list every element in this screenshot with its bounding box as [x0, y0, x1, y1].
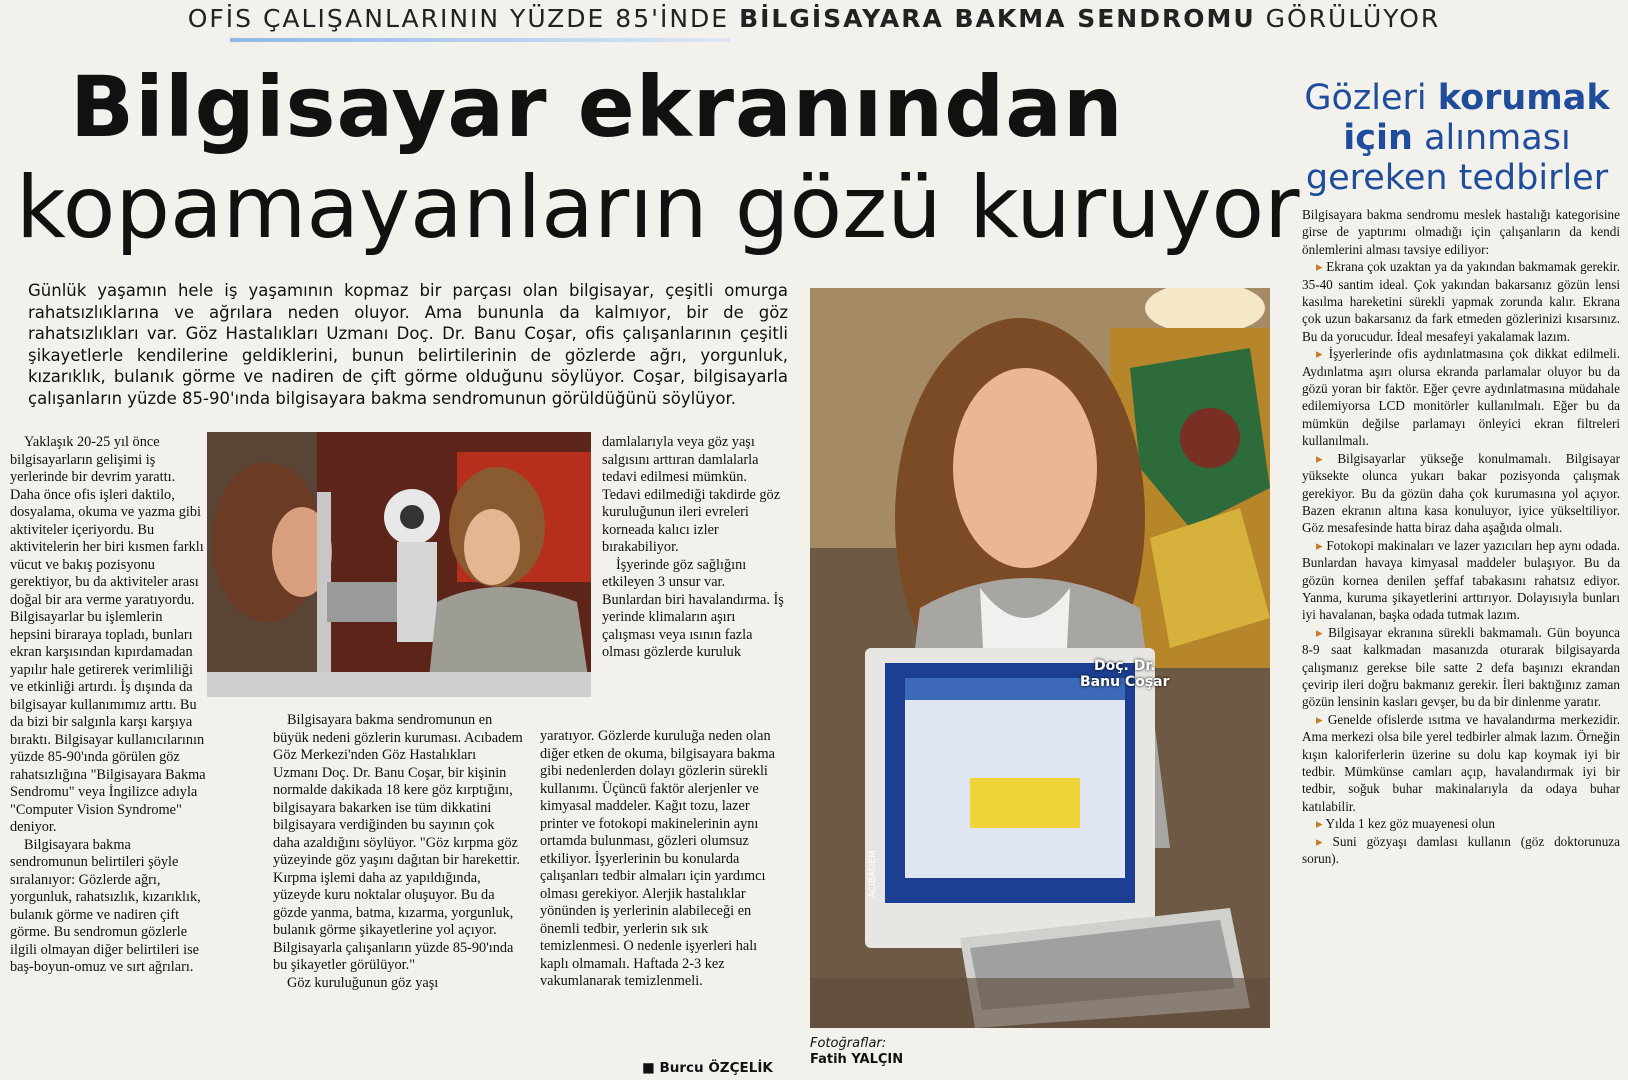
bullet-arrow-icon: ▸: [1316, 450, 1338, 466]
bullet-arrow-icon: ▸: [1316, 259, 1327, 275]
sidebar-intro: Bilgisayara bakma sendromu meslek hastalığı kategorisine girse de yaptırımı olmadığı için çalışanların da kendi önlemlerini alması tavsiye ediliyor:: [1302, 207, 1620, 257]
kicker-rule: [230, 38, 730, 42]
byline: ■ Burcu ÖZÇELİK: [642, 1060, 773, 1076]
sidebar-list-item-text: Genelde ofislerde ısıtma ve havalandırma merkezidir. Ama merkezi olsa bile yerel tedbirler almak lazım. Örneğin kışın kaloriferlerin üzerine su dolu kap koymak iyi bir tedbir. Mümkünse camları açıp, havalandırmak iyi bir tedbir, soğuk buhar makinalarıyla da odaya buhar katılabilir.: [1302, 711, 1621, 814]
sidebar-list-item: [1302, 624, 1620, 711]
kicker-bold: BİLGİSAYARA BAKMA SENDROMU: [739, 4, 1256, 33]
doctor-portrait-photo: [810, 288, 1270, 1028]
sidebar-list-item: [1302, 833, 1620, 868]
eye-exam-illustration: [207, 432, 591, 697]
body-paragraph: yaratıyor. Gözlerde kuruluğa neden olan diğer etken de okuma, bilgisayara bakma gibi nedenlerden dolayı gözlerin sürekli kullanımı. Üçüncü faktör alerjenler ve kimyasal maddeler. Kağıt tozu, lazer printer ve fotokopi makinelerinin aynı ortamda bulunması, gözleri olumsuz etkiliyor. İşyerlerinin bu konularda çalışanları tedbir almaları için yardımcı olması gerekiyor. Alerjik hastalıklar yönünden iş yerlerinin alabileceği en önemli tedbir, yerlerin sık sık temizlenmesi. O nedenle işyerleri halı kaplı olmamalı. Haftada 2-3 kez vakumlanarak temizlenmeli.: [540, 728, 776, 989]
sidebar-list-item-text: Bilgisayar ekranına sürekli bakmamalı. Gün boyunca 8-9 saat kalkmadan masanızda oturarak bilgisayarda çalışmanız gerekse bile satte 2 defa başınızı ekrandan çevirip ileri doğru bakmanız gerekir. İleri baktığınız zaman gözün lensinin kasları gevşer, bu da bir dinlenme yaratır.: [1302, 624, 1620, 710]
sidebar-list: [1302, 258, 1620, 867]
photo-caption: [1080, 658, 1170, 690]
sidebar-title-emphasis: için: [1343, 118, 1413, 158]
body-paragraph: Bilgisayara bakma sendromunun en büyük nedeni gözlerin kuruması. Acıbadem Göz Merkezi'nden Göz Hastalıkları Uzmanı Doç. Dr. Banu Coşar, bir kişinin normalde dakikada 18 kere göz kırptığını, bilgisayara bakarken ise tüm dikkatini bilgisayara verdiğinden bu sayının çok daha azaldığını söylüyor. "Göz kırpma göz yüzeyinde göz yaşını dağıtan bir harekettir. Kırpma işlemi daha az yapıldığında, yüzeyde kuru noktalar oluşuyor. Bu da gözde yanma, batma, kızarma, yorgunluk, bulanık görme şikayetlerine yol açıyor. Bilgisayarla çalışanların yüzde 85-90'ında bu şikayetler görülüyor.": [273, 712, 523, 973]
bullet-arrow-icon: ▸: [1316, 346, 1329, 362]
kicker-suffix: GÖRÜLÜYOR: [1265, 4, 1441, 33]
sidebar-body: [1302, 206, 1620, 867]
body-paragraph: İşyerinde göz sağlığını etkileyen 3 unsur var. Bunlardan biri havalandırma. İş yerinde klimaların aşırı çalışması veya ısının fazla olması gözlerde kuruluk: [602, 556, 784, 660]
sidebar-list-item: [1302, 258, 1620, 345]
sidebar-list-item: [1302, 537, 1620, 624]
sidebar-list-item: [1302, 711, 1620, 815]
sidebar-list-item-text: Bilgisayarlar yükseğe konulmamalı. Bilgisayar yüksekte olunca yukarı bakar pozisyonda çalışmak gerekiyor. Bu da gözün daha çok kurumasına yol açıyor. Bazen ekranın altına kasa konuluyor, iyice yükseltiliyor. Göz mesafesinde hatta biraz daha aşağıda olmalı.: [1302, 450, 1620, 536]
credit-label: Fotoğraflar:: [810, 1036, 887, 1051]
monitor-brand: ACIBADEM: [868, 850, 878, 898]
bullet-arrow-icon: ▸: [1316, 816, 1326, 832]
sidebar-title-part: Gözleri: [1304, 78, 1438, 118]
bullet-arrow-icon: ▸: [1316, 537, 1327, 553]
body-paragraph: Göz kuruluğunun göz yaşı: [287, 974, 439, 991]
caption-title: Doç. Dr.: [1093, 658, 1156, 674]
sidebar-list-item: [1302, 815, 1620, 832]
column-3-top: [602, 434, 786, 662]
sidebar-list-item: [1302, 450, 1620, 537]
body-paragraph: Bilgisayara bakma sendromunun belirtileri şöyle sıralanıyor: Gözlerde ağrı, yorgunluk, rahatsızlık, kızarıklık, bulanık görme ve nadiren çift görme. Bu sendromun gözlerle ilgili olmayan diğer belirtileri ise baş-boyun-omuz ve sırt ağrıları.: [10, 836, 201, 975]
doctor-illustration: [810, 288, 1270, 1028]
credit-name: Fatih YALÇIN: [810, 1052, 904, 1067]
headline-line-1: Bilgisayar ekranından: [70, 58, 1124, 156]
lead-paragraph: Günlük yaşamın hele iş yaşamının kopmaz bir parçası olan bilgisayar, çeşitli omurga rahatsızlıklarına ve ağrılara neden oluyor. Ama bununla da kalmıyor, bir de göz rahatsızlıkları var. Göz Hastalıkları Uzmanı Doç. Dr. Banu Coşar, ofis çalışanlarının çeşitli şikayetlerle kendilerine geldiklerini, bunun belirtilerinin de gözlerde ağrı, yorgunluk, kızarıklık, bulanık görme ve nadiren de çift görme olduğunu söylüyor. Coşar, bilgisayarla çalışanların yüzde 85-90'ında bilgisayara bakma sendromunun görüldüğünü söylüyor.: [28, 281, 788, 408]
sidebar-list-item-text: Fotokopi makinaları ve lazer yazıcıları hep aynı odada. Bunlardan havaya kimyasal maddeler bulaşıyor. Bu da gözün kornea denilen şeffaf tabakasını rahatsız ediyor. Yanma, kuruma şikayetlerini arttırıyor. Dolayısıyla bunları iyi havalanan, başka odada tutmak lazım.: [1302, 537, 1620, 623]
sidebar-list-item-text: Suni gözyaşı damlası kullanın (göz doktorunuza sorun).: [1302, 833, 1621, 867]
sidebar-list-item-text: Yılda 1 kez göz muayenesi olun: [1325, 816, 1495, 832]
bullet-arrow-icon: ▸: [1316, 833, 1333, 849]
sidebar-title-emphasis: korumak: [1437, 78, 1610, 118]
caption-name: Banu Coşar: [1080, 674, 1170, 690]
headline-line-2: kopamayanların gözü kuruyor: [16, 158, 1300, 258]
photo-credit: [810, 1036, 903, 1068]
bullet-arrow-icon: ▸: [1316, 711, 1328, 727]
body-paragraph: Yaklaşık 20-25 yıl önce bilgisayarların gelişimi iş yerlerinde bir devrim yarattı. Daha önce ofis işleri daktilo, dosyalama, okuma ve yazma gibi aktiviteler içeriyordu. Bu aktivitelerin her biri kısmen farklı vücut ve bakış pozisyonu gerektiyor, bu da aktiviteler arası doğal bir ara verme yaratıyordu. Bilgisayarlar bu işlemlerin hepsini biraraya topladı, bunları ekran karşısından kıpırdamadan yapılır hale getirerek verimliliği ve etkinliği artırdı. İş dışında da bilgisayar kullanımımız arttı. Bu da bizi bir salgınla karşı karşıya bıraktı. Bilgisayar kullanıcılarının yüzde 85-90'ında görülen göz rahatsızlığına "Bilgisayara Bakma Sendromu" veya İngilizce adıyla "Computer Vision Syndrome" deniyor.: [10, 434, 206, 835]
sidebar-list-item-text: İşyerlerinde ofis aydınlatmasına çok dikkat edilmeli. Aydınlatma aşırı olursa ekranda parlamalar oluyor bu da gözü yoran bir faktör. Eğer çevre aydınlatmasına müdahale edilemiyorsa LCD monitörler kullanılmalı. Eğer bu da mümkün değilse parlamayı önleyici ekran filtreleri kullanılmalı.: [1302, 346, 1620, 449]
bullet-arrow-icon: ▸: [1316, 624, 1329, 640]
column-2: [273, 712, 523, 992]
sidebar-list-item-text: Ekrana çok uzaktan ya da yakından bakmamak gerekir. 35-40 santim ideal. Çok yakından bakarsanız gözün lensi kasılma hareketini sürekli yapmak zorunda kalır. Ekrana çok uzun bakarsanız da fark etmeden gözlerinizi kısarsınız. Bu da yorucudur. İdeal mesafeyi yakalamak lazım.: [1302, 259, 1620, 344]
sidebar-list-item: [1302, 345, 1620, 449]
kicker-prefix: OFİS ÇALIŞANLARININ YÜZDE 85'İNDE: [187, 4, 730, 33]
sidebar-title: [1292, 78, 1622, 198]
eye-exam-photo: [207, 432, 591, 697]
column-3-bottom: [540, 728, 785, 991]
body-paragraph: damlalarıyla veya göz yaşı salgısını arttıran damlalarla tedavi edilmesi mümkün. Tedavi edilmediği takdirde göz kuruluğunun ileri evreleri korneada kalıcı izler bırakabiliyor.: [602, 434, 781, 555]
kicker: [0, 4, 1628, 33]
column-1: [10, 434, 206, 977]
sidebar-title-part: alınması gereken tedbirler: [1305, 118, 1609, 198]
